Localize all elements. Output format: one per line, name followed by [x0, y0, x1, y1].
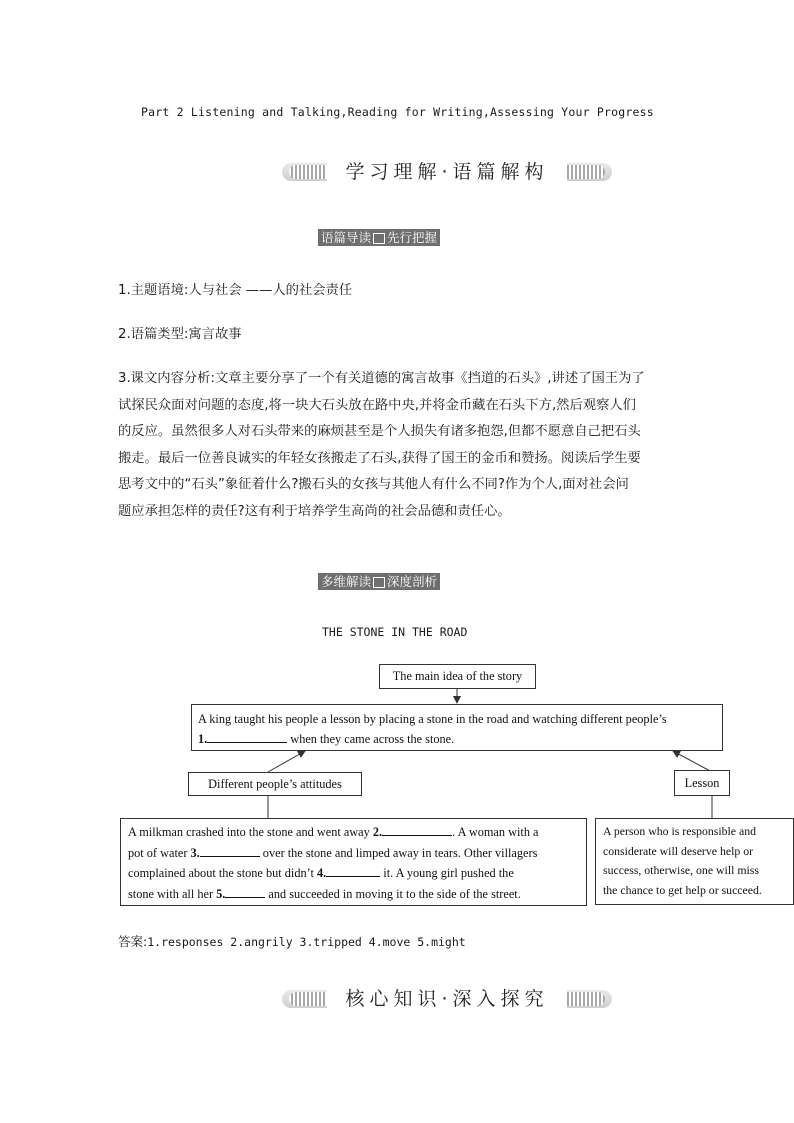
blank-number: 2. — [372, 825, 383, 839]
banner-stripe-right — [565, 992, 605, 1006]
lesson-line: success, otherwise, one will miss — [603, 863, 759, 877]
attitudes-line-4 — [128, 884, 579, 905]
attitudes-line-3 — [128, 863, 579, 884]
attitudes-line-1 — [128, 822, 579, 843]
answer-text: 1.responses 2.angrily 3.tripped 4.move 5.might — [147, 935, 466, 949]
lesson-line: A person who is responsible and — [603, 824, 757, 838]
story-title: THE STONE IN THE ROAD — [322, 625, 468, 639]
lesson-label-box — [674, 770, 730, 796]
attitudes-text: complained about the stone but didn’t — [128, 866, 317, 880]
main-idea-box — [191, 704, 723, 751]
attitudes-text: and succeeded in moving it to the side of the street. — [265, 886, 521, 901]
analysis-line: 题应承担怎样的责任?这有利于培养学生高尚的社会品德和责任心。 — [118, 503, 511, 519]
attitudes-line-2 — [128, 843, 579, 864]
attitudes-text: . A woman with a — [452, 825, 539, 839]
lesson-box — [595, 818, 794, 905]
tag-left-text: 语篇导读 — [321, 230, 372, 245]
genre-item: 2.语篇类型:寓言故事 — [118, 327, 242, 342]
arrow-lesson-to-idea — [673, 751, 712, 772]
analysis-line: 3.课文内容分析:文章主要分享了一个有关道德的寓言故事《挡道的石头》,讲述了国王为了 — [118, 371, 645, 386]
analysis-line: 试探民众面对问题的态度,将一块大石头放在路中央,并将金币藏在石头下方,然后观察人们 — [118, 397, 636, 413]
blank-number: 1. — [198, 732, 208, 746]
blank-3[interactable] — [200, 845, 260, 857]
main-idea-text-tail: when they came across the stone. — [287, 732, 455, 746]
lesson-label: Lesson — [684, 776, 720, 790]
main-idea-line-1: A king taught his people a lesson by placing a stone in the road and watching different people’s — [198, 712, 667, 726]
blank-number: 3. — [190, 845, 200, 860]
lesson-line: considerate will deserve help or — [603, 843, 754, 858]
arrow-attitudes-to-idea — [268, 751, 305, 772]
attitudes-text: over the stone and limped away in tears. Other villagers — [259, 845, 538, 860]
analysis-line: 的反应。虽然很多人对石头带来的麻烦甚至是个人损失有诸多抱怨,但都不愿意自己把石头 — [118, 424, 641, 439]
analysis-line: 思考文中的“石头”象征着什么?搬石头的女孩与其他人有什么不同?作为个人,面对社会问 — [118, 477, 629, 492]
section-banner-core-knowledge — [277, 986, 617, 1012]
attitudes-text: pot of water — [128, 845, 191, 860]
blank-4[interactable] — [326, 865, 380, 877]
tag-right-text: 先行把握 — [387, 230, 438, 245]
answer-prefix: 答案: — [118, 934, 148, 949]
banner-label: 核心知识·深入探究 — [327, 986, 567, 1012]
attitudes-text: A milkman crashed into the stone and went away — [128, 825, 373, 839]
main-idea-label: The main idea of the story — [392, 669, 523, 683]
attitudes-text: it. A young girl pushed the — [380, 866, 514, 880]
blank-number: 4. — [316, 866, 327, 880]
blank-5[interactable] — [225, 886, 265, 898]
banner-stripe-left — [289, 992, 329, 1006]
analysis-line: 搬走。最后一位善良诚实的年轻女孩搬走了石头,获得了国王的金币和赞扬。阅读后学生要 — [118, 450, 641, 466]
blank-number: 5. — [216, 886, 226, 901]
lesson-line: the chance to get help or succeed. — [603, 882, 762, 897]
attitudes-label: Different people’s attitudes — [208, 777, 342, 791]
attitudes-text: stone with all her — [128, 886, 217, 901]
tag-right-text: 深度剖析 — [387, 574, 438, 589]
blank-1[interactable] — [207, 731, 287, 743]
main-idea-line-2 — [198, 729, 716, 749]
part-header: Part 2 Listening and Talking,Reading for Writing,Assessing Your Progress — [141, 105, 654, 119]
banner-label: 学习理解·语篇解构 — [327, 159, 567, 185]
blank-2[interactable] — [382, 824, 452, 836]
theme-item: 1.主题语境:人与社会 ——人的社会责任 — [118, 283, 353, 298]
tag-left-text: 多维解读 — [321, 574, 372, 589]
answer-line — [118, 932, 466, 950]
main-idea-label-box — [379, 664, 536, 689]
attitudes-label-box — [188, 772, 362, 796]
attitudes-box — [120, 818, 587, 906]
